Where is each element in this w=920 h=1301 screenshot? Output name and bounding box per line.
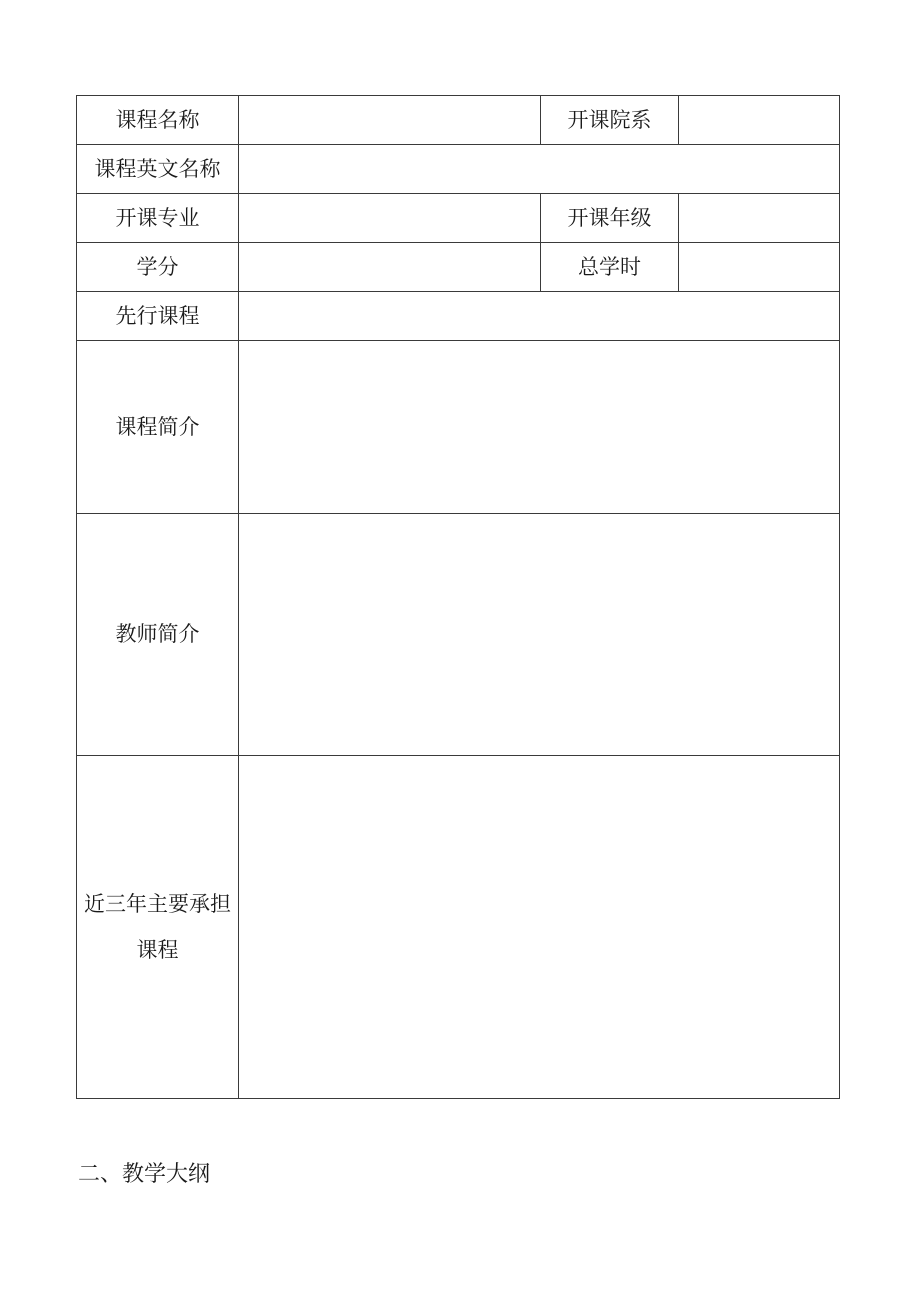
row-major-grade xyxy=(77,194,840,243)
row-credits-hours xyxy=(77,243,840,292)
teacher-intro-field[interactable] xyxy=(239,514,840,756)
row-english-name xyxy=(77,145,840,194)
grade-field[interactable] xyxy=(679,194,840,243)
recent-courses-label: 近三年主要承担课程 xyxy=(77,756,239,1099)
department-field[interactable] xyxy=(679,96,840,145)
department-label: 开课院系 xyxy=(541,96,679,145)
course-name-label: 课程名称 xyxy=(77,96,239,145)
prerequisite-field[interactable] xyxy=(239,292,840,341)
credits-label: 学分 xyxy=(77,243,239,292)
course-intro-label: 课程简介 xyxy=(77,341,239,514)
teacher-intro-label: 教师简介 xyxy=(77,514,239,756)
major-field[interactable] xyxy=(239,194,541,243)
english-name-field[interactable] xyxy=(239,145,840,194)
prerequisite-label: 先行课程 xyxy=(77,292,239,341)
section-heading: 二、教学大纲 xyxy=(78,1162,211,1187)
grade-label: 开课年级 xyxy=(541,194,679,243)
recent-courses-field[interactable] xyxy=(239,756,840,1099)
course-info-form xyxy=(76,95,840,1099)
credits-field[interactable] xyxy=(239,243,541,292)
major-label: 开课专业 xyxy=(77,194,239,243)
row-course-name xyxy=(77,96,840,145)
total-hours-label: 总学时 xyxy=(541,243,679,292)
row-recent-courses xyxy=(77,756,840,1099)
course-intro-field[interactable] xyxy=(239,341,840,514)
row-course-intro xyxy=(77,341,840,514)
course-name-field[interactable] xyxy=(239,96,541,145)
english-name-label: 课程英文名称 xyxy=(77,145,239,194)
row-teacher-intro xyxy=(77,514,840,756)
row-prerequisite xyxy=(77,292,840,341)
total-hours-field[interactable] xyxy=(679,243,840,292)
